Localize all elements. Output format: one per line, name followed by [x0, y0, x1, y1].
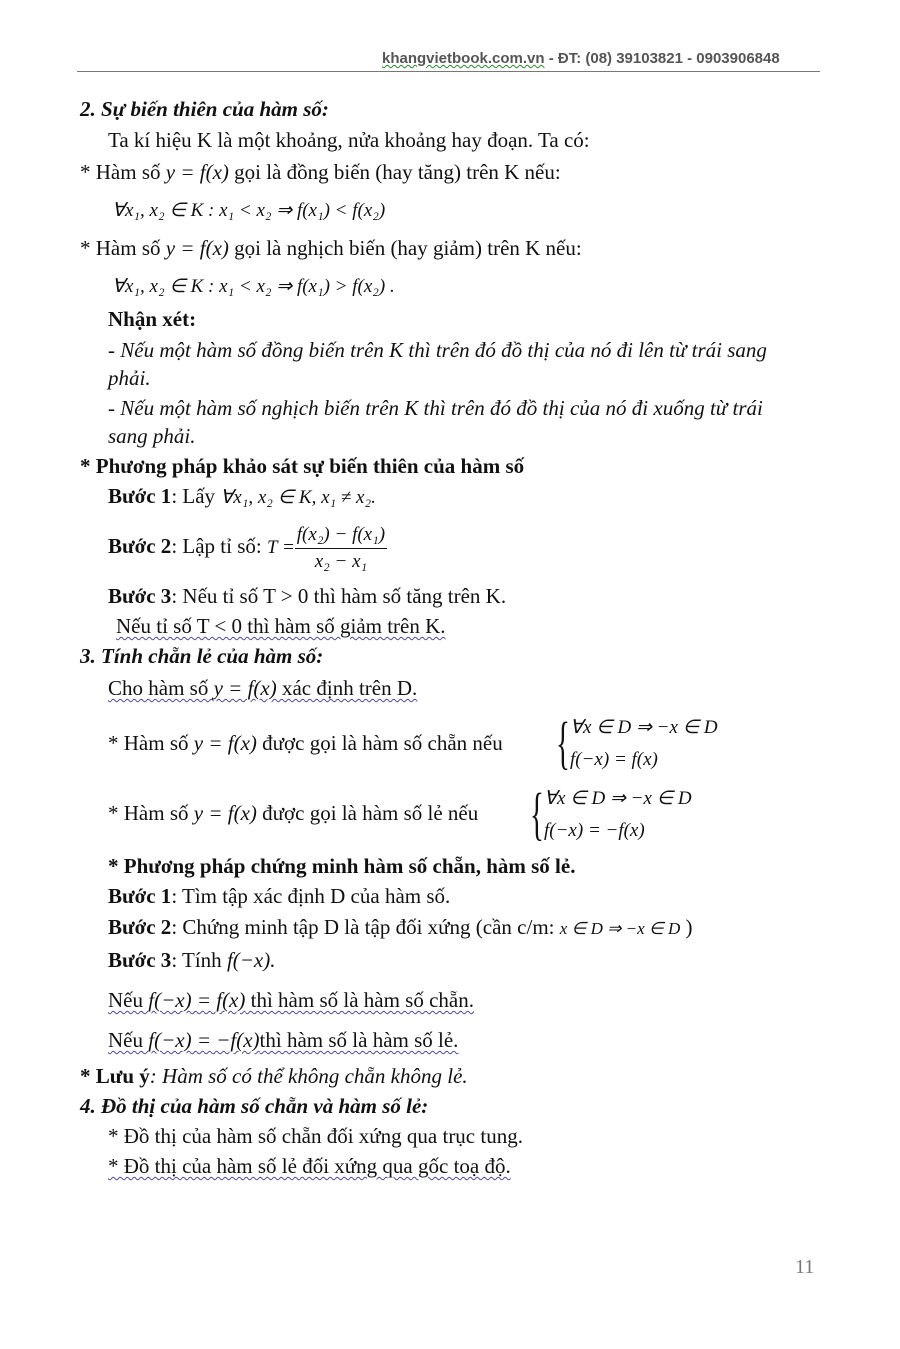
step-label: Bước 1 [108, 484, 172, 508]
text: : Lập tỉ số: [171, 534, 267, 558]
step-label: Bước 2 [108, 915, 172, 939]
condition: f(−x) = f(x) [570, 749, 658, 770]
brace-even: { [556, 710, 570, 775]
math-fx: y = f(x) [213, 676, 277, 700]
step-label: Bước 3 [108, 584, 172, 608]
note-label: * Lưu ý [80, 1064, 150, 1088]
header-site[interactable]: khangvietbook.com.vn [382, 50, 545, 67]
text: Cho hàm số [108, 676, 214, 700]
note [80, 1063, 468, 1089]
brace-odd: { [530, 781, 544, 846]
math: f(−x) = −f(x) [148, 1028, 260, 1052]
section-4-heading: 4. Đồ thị của hàm số chẵn và hàm số lẻ: [80, 1094, 429, 1118]
even-conditions [570, 712, 718, 776]
text: gọi là đồng biến (hay tăng) trên K nếu: [228, 160, 561, 184]
step-label: Bước 2 [108, 534, 172, 558]
even-graph: * Đồ thị của hàm số chẵn đối xứng qua trục tung. [108, 1124, 523, 1148]
even-case [108, 987, 474, 1013]
label: * Hàm số [108, 801, 194, 825]
math-fx: y = f(x) [165, 236, 229, 260]
denominator: x₂ − x₁ [314, 550, 368, 572]
s3-step-2 [108, 914, 693, 942]
math-fx: y = f(x) [193, 731, 257, 755]
decreasing-def [80, 235, 582, 261]
s2-step-3-b: Nếu tỉ số T < 0 thì hàm số giảm trên K. [116, 614, 446, 638]
step-label: Bước 1 [108, 884, 172, 908]
text: : Lấy [171, 484, 221, 508]
text: : Tìm tập xác định D của hàm số. [171, 884, 451, 908]
math: f(−x) = f(x) [148, 988, 246, 1012]
odd-case [108, 1027, 458, 1053]
note-text: : Hàm số có thể không chẵn không lẻ. [149, 1064, 468, 1088]
math-fx: y = f(x) [165, 160, 229, 184]
text: thì hàm số là hàm số chẵn. [245, 988, 474, 1012]
condition: f(−x) = −f(x) [544, 820, 645, 841]
page-header [382, 50, 780, 67]
header-rule [77, 71, 820, 72]
math: x ∈ D ⇒ −x ∈ D [559, 919, 681, 938]
remark-2: - Nếu một hàm số nghịch biến trên K thì trên đó đồ thị của nó đi xuống từ trái [108, 396, 763, 420]
method-title: * Phương pháp khảo sát sự biến thiên của hàm số [80, 454, 525, 478]
text: xác định trên D. [276, 676, 418, 700]
text: : Nếu tỉ số T > 0 thì hàm số tăng trên K. [171, 584, 507, 608]
math-T: T = [266, 537, 295, 558]
remark-2-cont: sang phải. [108, 424, 196, 448]
s2-step-2 [108, 518, 387, 576]
odd-graph: * Đồ thị của hàm số lẻ đối xứng qua gốc toạ độ. [108, 1154, 511, 1178]
remark-1: - Nếu một hàm số đồng biến trên K thì trên đó đồ thị của nó đi lên từ trái sang [108, 338, 767, 362]
text: được gọi là hàm số chẵn nếu [256, 731, 503, 755]
label: * Hàm số [80, 160, 166, 184]
step-label: Bước 3 [108, 948, 172, 972]
decreasing-formula: ∀x₁, x₂ ∈ K : x₁ < x₂ ⇒ f(x₁) > f(x₂) . [112, 276, 395, 297]
section-2-heading: 2. Sự biến thiên của hàm số: [80, 97, 329, 121]
increasing-formula: ∀x₁, x₂ ∈ K : x₁ < x₂ ⇒ f(x₁) < f(x₂) [112, 200, 386, 221]
text: Nếu [108, 1028, 149, 1052]
header-contact: - ĐT: (08) 39103821 - 0903906848 [544, 50, 780, 67]
s3-step-3 [108, 947, 276, 973]
fraction [295, 522, 387, 575]
label: * Hàm số [108, 731, 194, 755]
text: : Chứng minh tập D là tập đối xứng (cần c/m: [171, 915, 560, 939]
text: được gọi là hàm số lẻ nếu [256, 801, 479, 825]
text: gọi là nghịch biến (hay giảm) trên K nếu: [228, 236, 582, 260]
math: ∀x₁, x₂ ∈ K, x₁ ≠ x₂. [220, 487, 376, 508]
remark-title: Nhận xét: [108, 307, 197, 331]
s3-intro [108, 675, 417, 701]
odd-def [108, 800, 478, 826]
even-def [108, 730, 503, 756]
condition: ∀x ∈ D ⇒ −x ∈ D [544, 788, 692, 809]
s2-step-3 [108, 583, 506, 609]
condition: ∀x ∈ D ⇒ −x ∈ D [570, 717, 718, 738]
text: : Tính [171, 948, 227, 972]
increasing-def [80, 159, 561, 185]
math-fx: y = f(x) [193, 801, 257, 825]
s3-method-title: * Phương pháp chứng minh hàm số chẵn, hàm số lẻ. [108, 854, 576, 878]
s3-step-1 [108, 883, 450, 909]
math: f(−x). [226, 948, 276, 972]
odd-conditions [544, 783, 692, 847]
text: thì hàm số là hàm số lẻ. [259, 1028, 459, 1052]
section-3-heading: 3. Tính chẵn lẻ của hàm số: [80, 644, 324, 668]
label: * Hàm số [80, 236, 166, 260]
numerator: f(x₂) − f(x₁) [295, 522, 387, 549]
s2-step-1 [108, 483, 376, 511]
page-number: 11 [795, 1256, 815, 1278]
s2-intro: Ta kí hiệu K là một khoảng, nửa khoảng hay đoạn. Ta có: [108, 128, 590, 152]
text: Nếu [108, 988, 149, 1012]
remark-1-cont: phải. [108, 366, 151, 390]
text: ) [680, 915, 693, 939]
